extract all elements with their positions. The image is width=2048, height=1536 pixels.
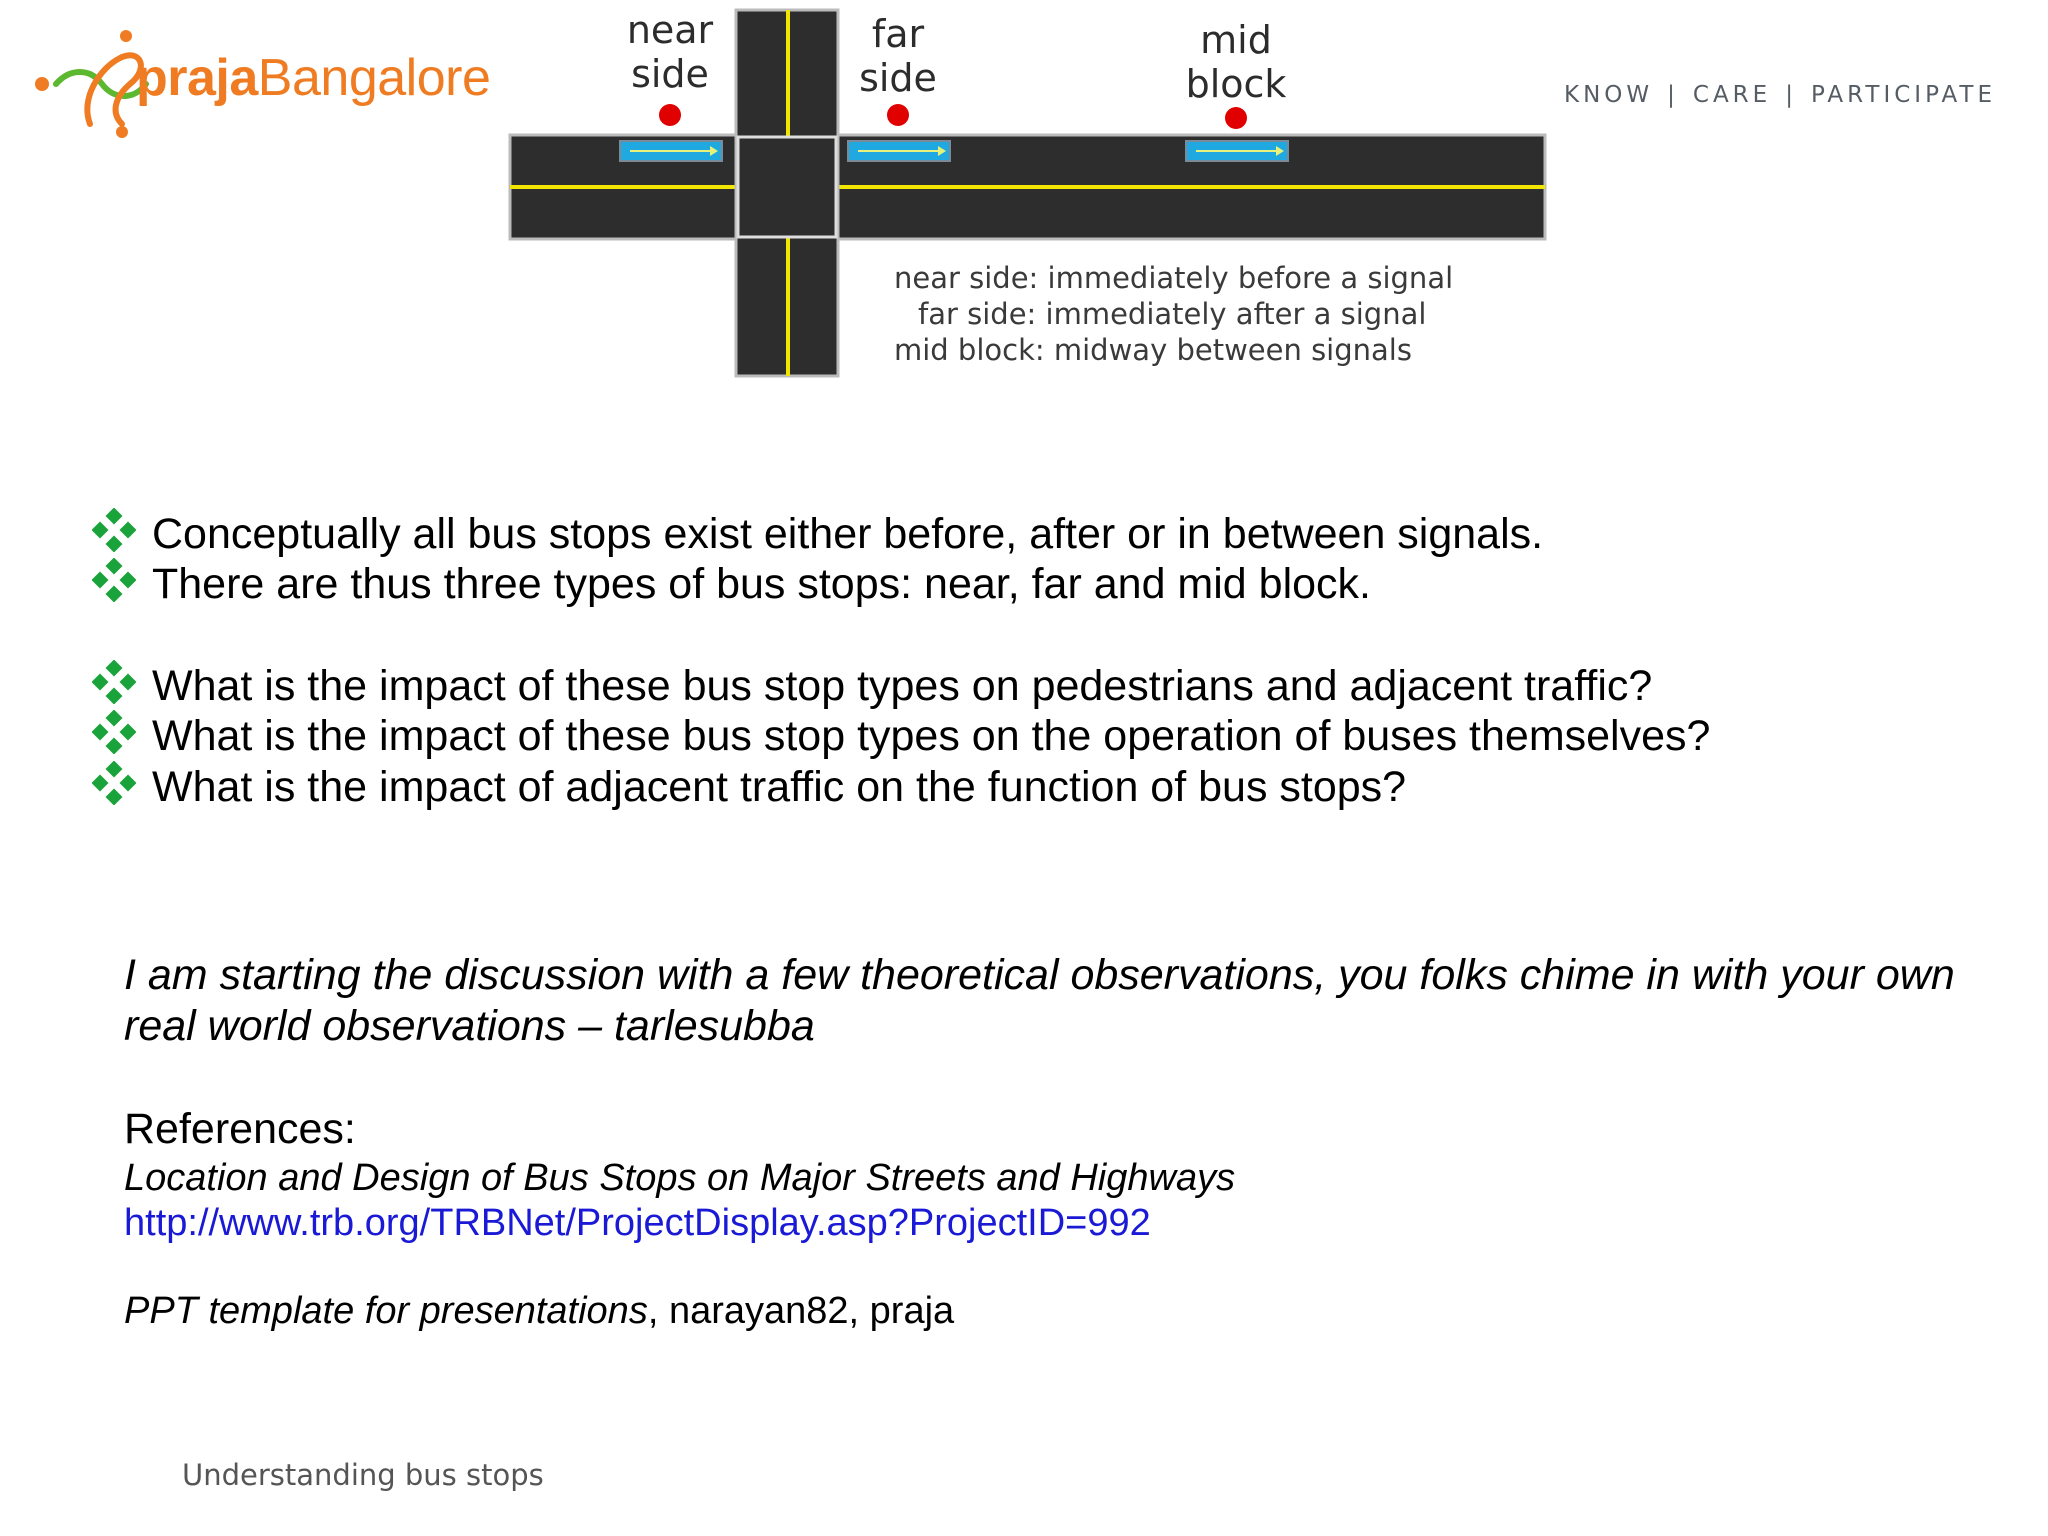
ppt-credit-rest: , narayan82, praja (647, 1290, 955, 1332)
discussion-quote: I am starting the discussion with a few theoretical observations, you folks chime in with your own real world observations – tarlesubba (124, 951, 1955, 1050)
nav-item-care[interactable]: CARE (1692, 82, 1772, 108)
stop-marker-near (659, 104, 681, 126)
bullet-diamond-icon (92, 660, 136, 704)
header-nav (1564, 82, 1996, 108)
logo-text-regular: Bangalore (257, 49, 491, 107)
bullet-item (92, 710, 1710, 761)
bus-far (848, 141, 950, 161)
bullet-diamond-icon (92, 508, 136, 552)
bullet-diamond-icon (92, 761, 136, 805)
legend-mid: mid block: midway between signals (894, 333, 1412, 367)
legend-far: far side: immediately after a signal (918, 297, 1427, 331)
bus-near (620, 141, 722, 161)
nav-item-participate[interactable]: PARTICIPATE (1810, 82, 1996, 108)
label-far-line1: far (871, 12, 925, 56)
bullet-item (92, 660, 1652, 711)
logo-text-bold: praja (136, 49, 258, 107)
logo-wordmark (136, 48, 490, 108)
ppt-credit-italic: PPT template for presentations (124, 1290, 648, 1332)
label-near-line2: side (631, 52, 709, 96)
references-heading: References: (124, 1105, 356, 1153)
slide-footer: Understanding bus stops (182, 1458, 544, 1492)
label-far-side (838, 12, 958, 100)
legend-near: near side: immediately before a signal (894, 261, 1454, 295)
label-mid-line2: block (1185, 62, 1287, 106)
label-far-line2: side (859, 56, 937, 100)
nav-item-know[interactable]: KNOW (1564, 82, 1654, 108)
bullet-item (92, 558, 1371, 609)
bullet-diamond-icon (92, 710, 136, 754)
label-near-side (610, 8, 730, 96)
nav-separator: | (1785, 82, 1793, 108)
ppt-credit (124, 1290, 954, 1333)
label-mid-line1: mid (1200, 18, 1272, 62)
stop-marker-mid (1225, 107, 1247, 129)
reference-title: Location and Design of Bus Stops on Major Streets and Highways (124, 1157, 1236, 1199)
bus-stop-diagram (500, 0, 1560, 390)
bullet-diamond-icon (92, 558, 136, 602)
bullet-text: Conceptually all bus stops exist either before, after or in between signals. (152, 510, 1544, 558)
bullet-text: What is the impact of these bus stop types on the operation of buses themselves? (152, 712, 1711, 760)
bullet-text: What is the impact of these bus stop types on pedestrians and adjacent traffic? (152, 662, 1653, 710)
nav-separator: | (1667, 82, 1675, 108)
intersection-box (738, 137, 836, 237)
bullet-item (92, 761, 1406, 812)
reference-link[interactable]: http://www.trb.org/TRBNet/ProjectDisplay.asp?ProjectID=992 (124, 1202, 1151, 1244)
stop-marker-far (887, 104, 909, 126)
bullet-text: There are thus three types of bus stops: near, far and mid block. (152, 560, 1371, 608)
diagram-legend (894, 260, 1453, 368)
bullet-item (92, 508, 1543, 559)
label-mid-block (1166, 18, 1306, 106)
bullet-text: What is the impact of adjacent traffic on the function of bus stops? (152, 763, 1407, 811)
bus-mid (1186, 141, 1288, 161)
label-near-line1: near (626, 8, 714, 52)
